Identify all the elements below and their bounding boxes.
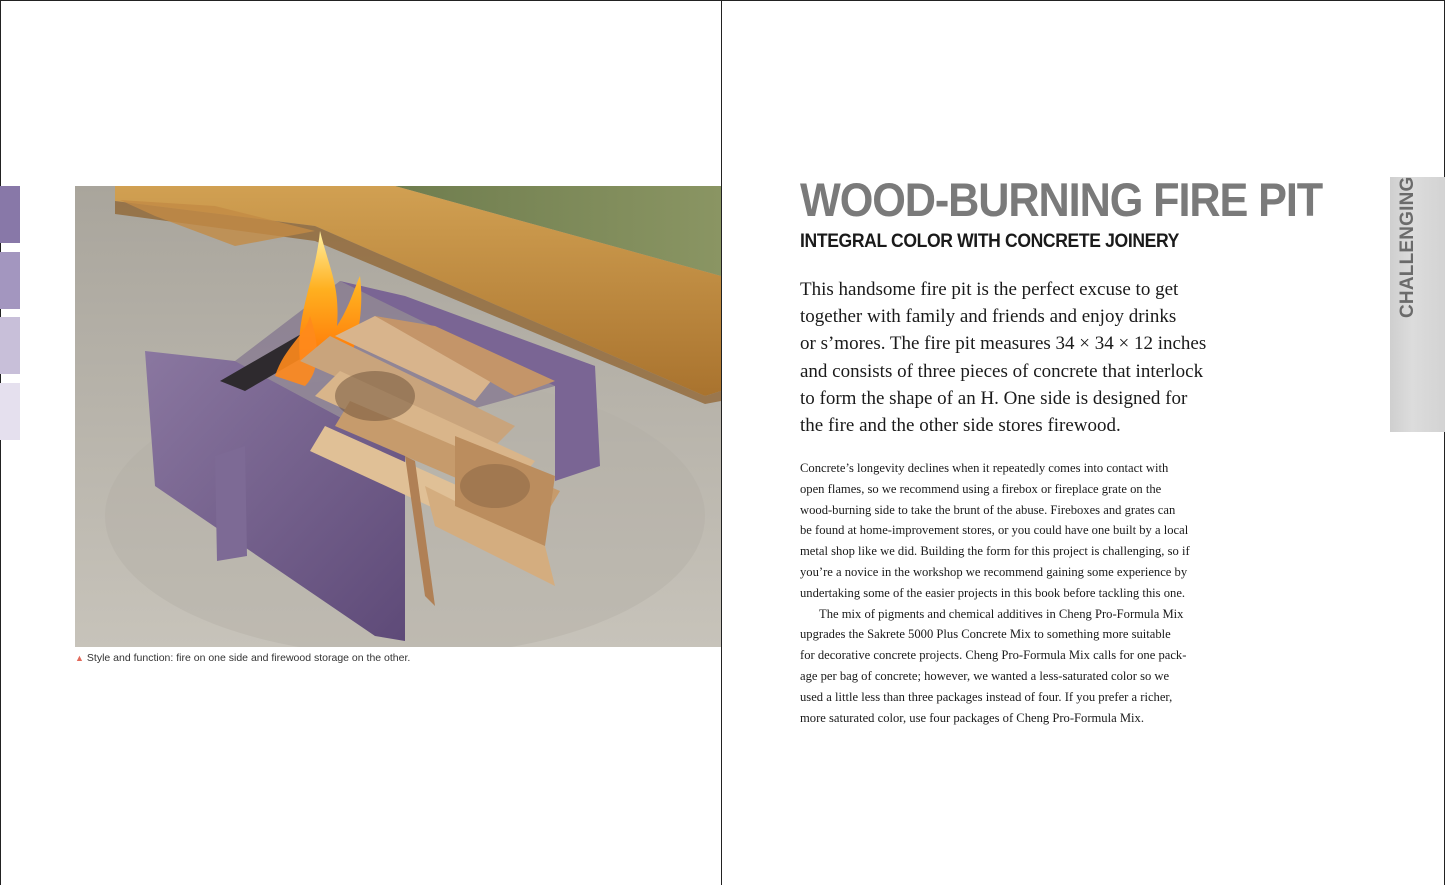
- lead-paragraph: [800, 276, 1260, 439]
- body-line: for decorative concrete projects. Cheng Pro-Formula Mix calls for one pack-: [800, 648, 1187, 663]
- body-line: used a little less than three packages instead of four. If you prefer a richer,: [800, 689, 1173, 704]
- difficulty-tab-label: CHALLENGING: [1397, 176, 1418, 318]
- page-subtitle: INTEGRAL COLOR WITH CONCRETE JOINERY: [800, 230, 1180, 252]
- spread-gutter: [721, 0, 722, 885]
- page-border-top: [0, 0, 1445, 1]
- body-line: The mix of pigments and chemical additives in Cheng Pro-Formula Mix: [819, 606, 1184, 621]
- caption-triangle-icon: ▲: [75, 653, 84, 663]
- caption-text: Style and function: fire on one side and firewood storage on the other.: [86, 652, 411, 664]
- photo-caption: [75, 652, 410, 664]
- body-line: undertaking some of the easier projects in this book before tackling this one.: [800, 585, 1186, 600]
- lead-line: together with family and friends and enjoy drinks: [800, 306, 1177, 328]
- lead-line: to form the shape of an H. One side is designed for: [800, 387, 1188, 409]
- body-line: more saturated color, use four packages of Cheng Pro-Formula Mix.: [800, 710, 1144, 725]
- body-line: be found at home-improvement stores, or you could have one built by a local: [800, 523, 1189, 538]
- body-text: [800, 458, 1240, 728]
- body-line: age per bag of concrete; however, we wanted a less-saturated color so we: [800, 668, 1170, 683]
- lead-line: or s’mores. The fire pit measures 34 × 34 × 12 inches: [800, 333, 1207, 355]
- lead-line: This handsome fire pit is the perfect excuse to get: [800, 279, 1179, 300]
- body-line: Concrete’s longevity declines when it repeatedly comes into contact with: [800, 461, 1169, 475]
- difficulty-swatch-1: [0, 186, 20, 243]
- lead-line: the fire and the other side stores firewood.: [800, 415, 1121, 437]
- fire-pit-photo: [75, 186, 721, 647]
- difficulty-swatch-4: [0, 383, 20, 440]
- body-line: wood-burning side to take the brunt of the abuse. Fireboxes and grates can: [800, 502, 1176, 517]
- body-line: metal shop like we did. Building the form for this project is challenging, so if: [800, 544, 1190, 559]
- body-line: upgrades the Sakrete 5000 Plus Concrete Mix to something more suitable: [800, 627, 1171, 642]
- difficulty-swatch-2: [0, 252, 20, 309]
- page-border-left: [0, 0, 1, 885]
- page-title: WOOD-BURNING FIRE PIT: [800, 173, 1323, 226]
- lead-line: and consists of three pieces of concrete that interlock: [800, 360, 1204, 382]
- body-line: open flames, so we recommend using a firebox or fireplace grate on the: [800, 481, 1162, 496]
- body-line: you’re a novice in the workshop we recommend gaining some experience by: [800, 564, 1188, 579]
- difficulty-swatch-3: [0, 317, 20, 374]
